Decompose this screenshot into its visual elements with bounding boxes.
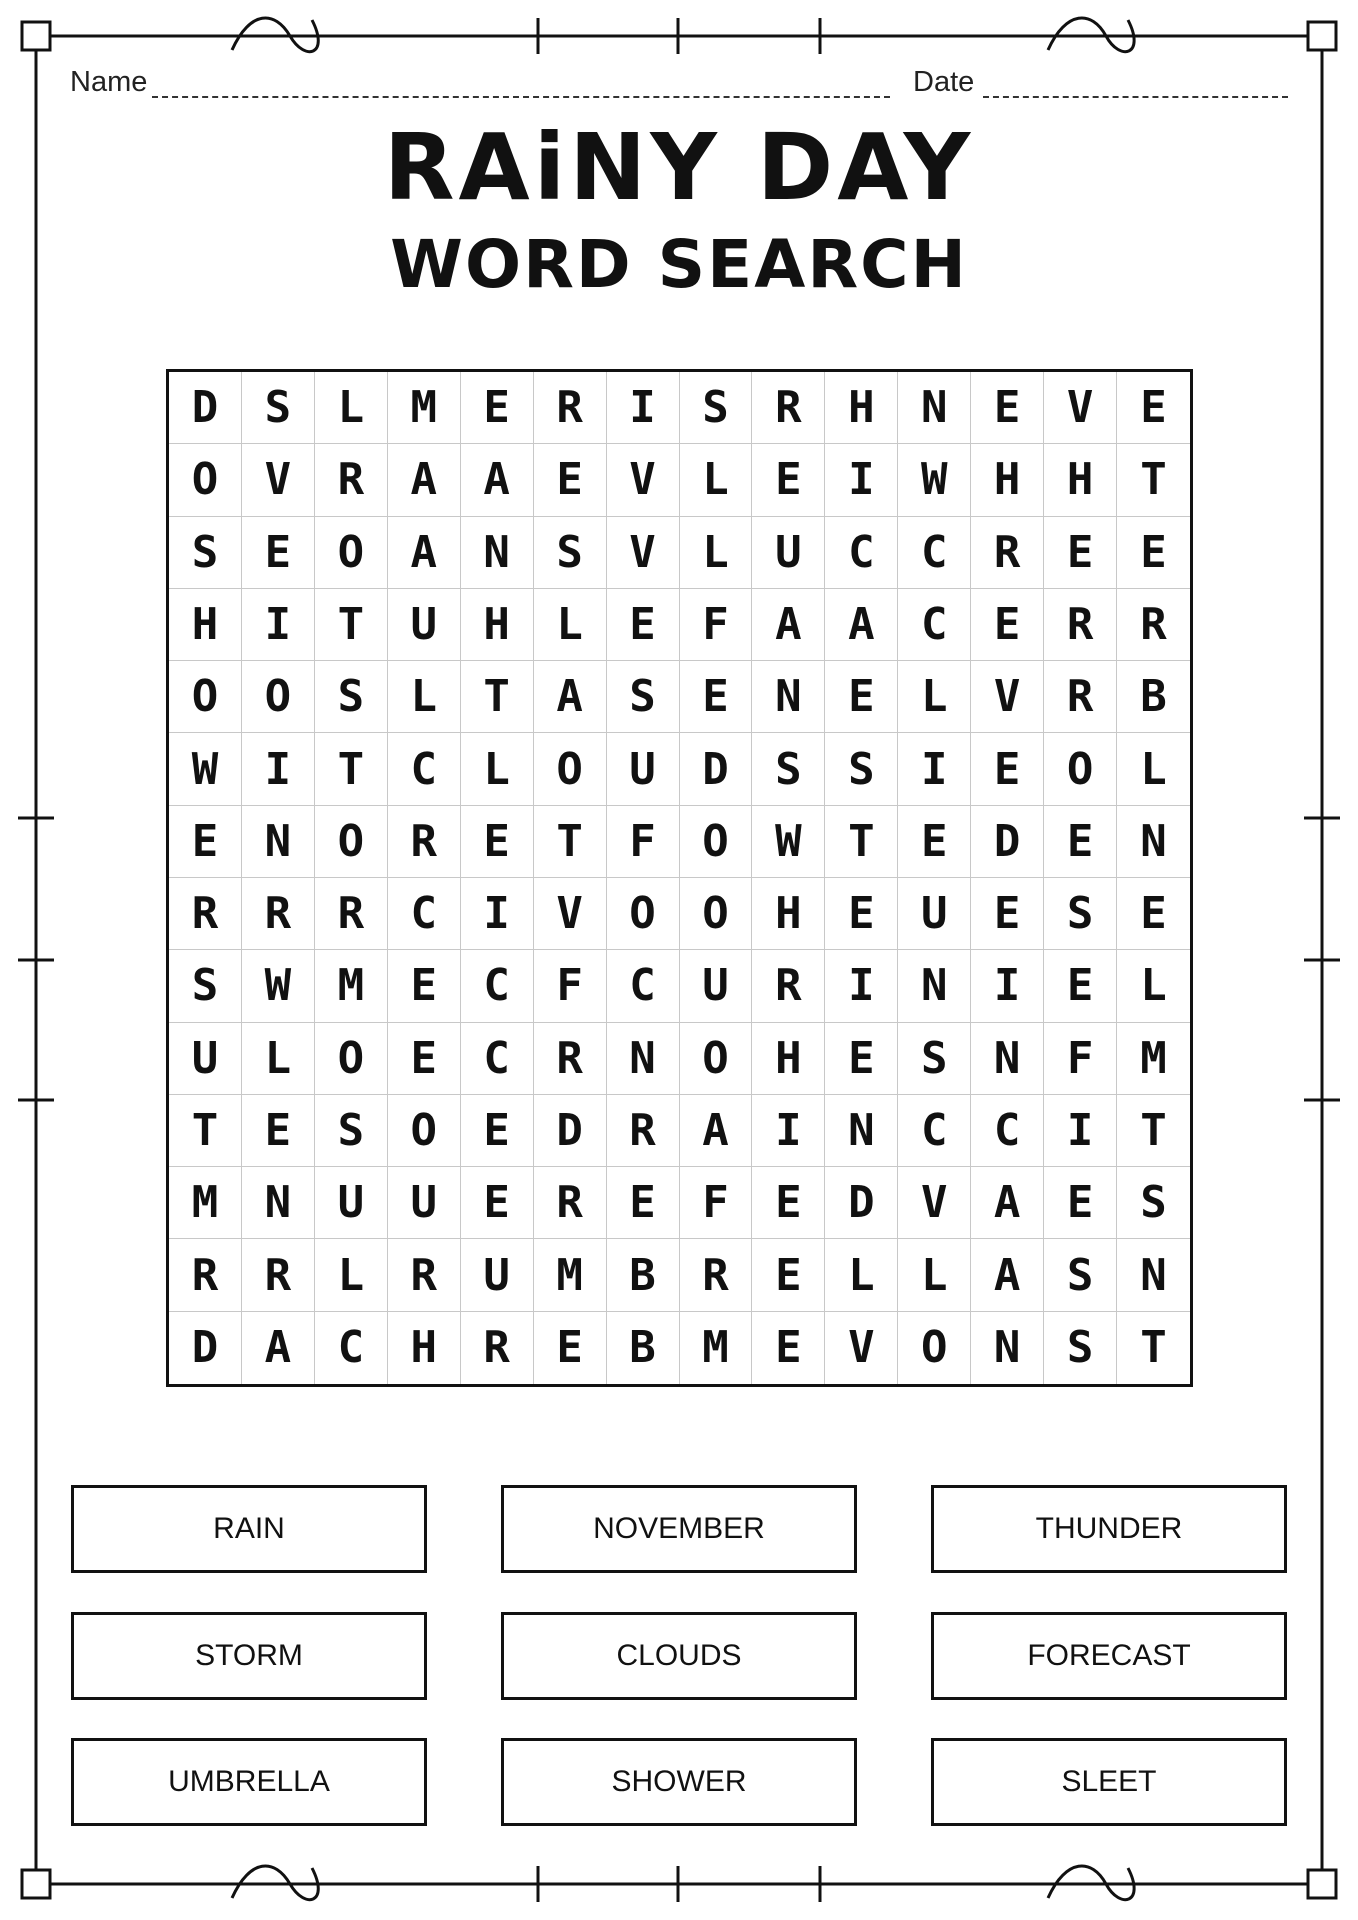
grid-cell[interactable]: T — [534, 806, 607, 878]
grid-cell[interactable]: E — [971, 372, 1044, 444]
grid-cell[interactable]: R — [315, 878, 388, 950]
grid-cell[interactable]: L — [315, 1239, 388, 1311]
grid-cell[interactable]: F — [680, 1167, 753, 1239]
grid-cell[interactable]: R — [534, 1023, 607, 1095]
grid-cell[interactable]: R — [534, 372, 607, 444]
grid-cell[interactable]: M — [315, 950, 388, 1022]
grid-cell[interactable]: L — [825, 1239, 898, 1311]
grid-cell[interactable]: I — [1044, 1095, 1117, 1167]
grid-cell[interactable]: F — [534, 950, 607, 1022]
grid-cell[interactable]: E — [825, 661, 898, 733]
grid-cell[interactable]: H — [169, 589, 242, 661]
grid-cell[interactable]: E — [1044, 806, 1117, 878]
grid-cell[interactable]: I — [752, 1095, 825, 1167]
grid-cell[interactable]: I — [242, 589, 315, 661]
grid-cell[interactable]: E — [1117, 878, 1190, 950]
grid-cell[interactable]: B — [607, 1312, 680, 1384]
grid-cell[interactable]: R — [1117, 589, 1190, 661]
grid-cell[interactable]: H — [461, 589, 534, 661]
word-box: CLOUDS — [501, 1612, 857, 1700]
grid-cell[interactable]: H — [388, 1312, 461, 1384]
grid-cell[interactable]: S — [680, 372, 753, 444]
grid-cell[interactable]: L — [898, 661, 971, 733]
grid-cell[interactable]: S — [242, 372, 315, 444]
grid-cell[interactable]: I — [898, 733, 971, 805]
grid-cell[interactable]: U — [752, 517, 825, 589]
grid-cell[interactable]: E — [607, 589, 680, 661]
grid-cell[interactable]: A — [534, 661, 607, 733]
grid-cell[interactable]: U — [898, 878, 971, 950]
grid-cell[interactable]: C — [898, 517, 971, 589]
grid-cell[interactable]: E — [169, 806, 242, 878]
grid-cell[interactable]: O — [315, 1023, 388, 1095]
grid-cell[interactable]: L — [315, 372, 388, 444]
grid-cell[interactable]: C — [898, 1095, 971, 1167]
grid-cell[interactable]: E — [1044, 517, 1117, 589]
grid-cell[interactable]: R — [752, 950, 825, 1022]
grid-cell[interactable]: V — [607, 517, 680, 589]
grid-cell[interactable]: E — [461, 806, 534, 878]
grid-cell[interactable]: A — [388, 444, 461, 516]
grid-cell[interactable]: S — [1044, 878, 1117, 950]
grid-cell[interactable]: V — [607, 444, 680, 516]
grid-cell[interactable]: N — [1117, 806, 1190, 878]
grid-cell[interactable]: R — [388, 1239, 461, 1311]
grid-cell[interactable]: E — [752, 1167, 825, 1239]
grid-cell[interactable]: E — [1117, 372, 1190, 444]
grid-cell[interactable]: V — [534, 878, 607, 950]
grid-cell[interactable]: N — [242, 806, 315, 878]
grid-cell[interactable]: H — [1044, 444, 1117, 516]
grid-cell[interactable]: E — [461, 1095, 534, 1167]
grid-cell[interactable]: R — [242, 1239, 315, 1311]
grid-cell[interactable]: L — [534, 589, 607, 661]
grid-cell[interactable]: O — [388, 1095, 461, 1167]
grid-cell[interactable]: O — [607, 878, 680, 950]
grid-cell[interactable]: N — [971, 1312, 1044, 1384]
grid-cell[interactable]: F — [680, 589, 753, 661]
grid-cell[interactable]: A — [752, 589, 825, 661]
grid-cell[interactable]: E — [971, 878, 1044, 950]
grid-cell[interactable]: E — [461, 1167, 534, 1239]
grid-cell[interactable]: R — [1044, 589, 1117, 661]
grid-cell[interactable]: W — [242, 950, 315, 1022]
grid-cell[interactable]: E — [242, 517, 315, 589]
word-box: UMBRELLA — [71, 1738, 427, 1826]
grid-cell[interactable]: I — [825, 444, 898, 516]
grid-cell[interactable]: E — [607, 1167, 680, 1239]
grid-cell[interactable]: N — [1117, 1239, 1190, 1311]
grid-cell[interactable]: B — [607, 1239, 680, 1311]
grid-cell[interactable]: V — [242, 444, 315, 516]
grid-cell[interactable]: E — [388, 950, 461, 1022]
grid-cell[interactable]: E — [534, 444, 607, 516]
grid-cell[interactable]: H — [971, 444, 1044, 516]
grid-cell[interactable]: R — [388, 806, 461, 878]
name-label: Name — [70, 66, 148, 98]
grid-cell[interactable]: L — [1117, 950, 1190, 1022]
grid-cell[interactable]: E — [752, 444, 825, 516]
word-box: FORECAST — [931, 1612, 1287, 1700]
grid-cell[interactable]: N — [898, 372, 971, 444]
grid-cell[interactable]: R — [169, 878, 242, 950]
grid-cell[interactable]: U — [607, 733, 680, 805]
word-box: THUNDER — [931, 1485, 1287, 1573]
grid-cell[interactable]: D — [680, 733, 753, 805]
grid-cell[interactable]: N — [461, 517, 534, 589]
grid-cell[interactable]: T — [461, 661, 534, 733]
grid-cell[interactable]: R — [607, 1095, 680, 1167]
grid-cell[interactable]: O — [1044, 733, 1117, 805]
grid-cell[interactable]: E — [1117, 517, 1190, 589]
grid-cell[interactable]: L — [388, 661, 461, 733]
date-label: Date — [913, 66, 975, 98]
grid-cell[interactable]: E — [971, 733, 1044, 805]
grid-cell[interactable]: T — [1117, 444, 1190, 516]
grid-cell[interactable]: S — [169, 950, 242, 1022]
grid-cell[interactable]: E — [242, 1095, 315, 1167]
grid-cell[interactable]: S — [1044, 1239, 1117, 1311]
grid-cell[interactable]: C — [315, 1312, 388, 1384]
grid-cell[interactable]: T — [315, 733, 388, 805]
grid-cell[interactable]: A — [971, 1239, 1044, 1311]
grid-cell[interactable]: F — [607, 806, 680, 878]
word-box: NOVEMBER — [501, 1485, 857, 1573]
grid-cell[interactable]: E — [752, 1239, 825, 1311]
grid-cell[interactable]: S — [315, 661, 388, 733]
grid-cell[interactable]: U — [315, 1167, 388, 1239]
grid-cell[interactable]: O — [680, 878, 753, 950]
grid-cell[interactable]: A — [242, 1312, 315, 1384]
grid-cell[interactable]: A — [680, 1095, 753, 1167]
grid-cell[interactable]: O — [534, 733, 607, 805]
grid-cell[interactable]: M — [388, 372, 461, 444]
page-subtitle: WORD SEARCH — [390, 226, 968, 303]
grid-cell[interactable]: D — [971, 806, 1044, 878]
grid-cell[interactable]: N — [898, 950, 971, 1022]
grid-cell[interactable]: N — [607, 1023, 680, 1095]
grid-cell[interactable]: L — [461, 733, 534, 805]
grid-cell[interactable]: S — [534, 517, 607, 589]
grid-cell[interactable]: C — [388, 733, 461, 805]
grid-cell[interactable]: I — [971, 950, 1044, 1022]
grid-cell[interactable]: O — [315, 517, 388, 589]
grid-cell[interactable]: C — [461, 950, 534, 1022]
grid-cell[interactable]: I — [825, 950, 898, 1022]
date-blank-line[interactable] — [983, 96, 1288, 98]
grid-cell[interactable]: S — [898, 1023, 971, 1095]
grid-cell[interactable]: A — [825, 589, 898, 661]
grid-cell[interactable]: O — [680, 806, 753, 878]
grid-cell[interactable]: R — [315, 444, 388, 516]
grid-cell[interactable]: O — [242, 661, 315, 733]
grid-cell[interactable]: O — [169, 661, 242, 733]
grid-cell[interactable]: I — [461, 878, 534, 950]
grid-cell[interactable]: R — [680, 1239, 753, 1311]
grid-cell[interactable]: E — [825, 878, 898, 950]
grid-cell[interactable]: E — [534, 1312, 607, 1384]
grid-cell[interactable]: E — [898, 806, 971, 878]
grid-cell[interactable]: E — [752, 1312, 825, 1384]
grid-cell[interactable]: D — [169, 1312, 242, 1384]
grid-cell[interactable]: T — [1140, 1322, 1167, 1374]
grid-cell[interactable]: S — [315, 1095, 388, 1167]
grid-cell[interactable]: V — [1044, 372, 1117, 444]
grid-cell[interactable]: I — [242, 733, 315, 805]
grid-cell[interactable]: E — [388, 1023, 461, 1095]
grid-cell[interactable]: U — [388, 589, 461, 661]
grid-cell[interactable]: F — [1044, 1023, 1117, 1095]
grid-cell[interactable]: T — [825, 806, 898, 878]
grid-cell[interactable]: O — [169, 444, 242, 516]
grid-cell[interactable]: S — [752, 733, 825, 805]
grid-cell[interactable]: V — [825, 1312, 898, 1384]
name-blank-line[interactable] — [152, 96, 890, 98]
grid-cell[interactable]: S — [169, 517, 242, 589]
grid-cell[interactable]: C — [825, 517, 898, 589]
page-title: RAiNY DAY — [383, 114, 975, 221]
grid-cell[interactable]: T — [315, 589, 388, 661]
grid-cell[interactable]: V — [971, 661, 1044, 733]
grid-cell[interactable]: M — [1117, 1023, 1190, 1095]
grid-cell[interactable]: O — [898, 1312, 971, 1384]
grid-cell[interactable]: N — [752, 661, 825, 733]
grid-cell[interactable]: U — [461, 1239, 534, 1311]
grid-cell[interactable]: C — [388, 878, 461, 950]
grid-cell[interactable]: L — [242, 1023, 315, 1095]
word-box: SLEET — [931, 1738, 1287, 1826]
grid-cell[interactable]: N — [971, 1023, 1044, 1095]
grid-cell[interactable]: C — [898, 589, 971, 661]
grid-cell[interactable]: U — [680, 950, 753, 1022]
grid-cell[interactable]: O — [315, 806, 388, 878]
grid-cell[interactable]: E — [825, 1023, 898, 1095]
grid-cell[interactable]: T — [169, 1095, 242, 1167]
grid-cell[interactable]: S — [1117, 1167, 1190, 1239]
grid-cell[interactable]: N — [825, 1095, 898, 1167]
grid-cell[interactable]: R — [242, 878, 315, 950]
grid-cell[interactable]: R — [534, 1167, 607, 1239]
grid-cell[interactable]: A — [971, 1167, 1044, 1239]
grid-cell[interactable]: C — [971, 1095, 1044, 1167]
grid-cell[interactable]: H — [752, 1023, 825, 1095]
grid-cell[interactable]: D — [825, 1167, 898, 1239]
word-search-grid — [166, 369, 1193, 1387]
word-box: STORM — [71, 1612, 427, 1700]
word-box: SHOWER — [501, 1738, 857, 1826]
grid-cell[interactable]: A — [388, 517, 461, 589]
grid-cell[interactable]: S — [825, 733, 898, 805]
grid-cell[interactable]: R — [461, 1312, 534, 1384]
grid-cell[interactable]: L — [680, 517, 753, 589]
grid-cell[interactable]: R — [169, 1239, 242, 1311]
grid-cell[interactable]: S — [607, 661, 680, 733]
grid-cell[interactable]: E — [461, 372, 534, 444]
grid-cell[interactable]: C — [607, 950, 680, 1022]
grid-cell[interactable]: D — [169, 372, 242, 444]
grid-cell[interactable]: N — [242, 1167, 315, 1239]
grid-cell[interactable]: H — [825, 372, 898, 444]
grid-cell[interactable]: W — [898, 444, 971, 516]
grid-cell[interactable]: U — [388, 1167, 461, 1239]
grid-cell[interactable]: C — [461, 1023, 534, 1095]
grid-cell[interactable]: R — [971, 517, 1044, 589]
grid-cell[interactable]: R — [752, 372, 825, 444]
grid-cell[interactable]: E — [971, 589, 1044, 661]
grid-cell[interactable]: W — [752, 806, 825, 878]
grid-cell[interactable]: E — [680, 661, 753, 733]
grid-cell[interactable]: I — [607, 372, 680, 444]
grid-cell[interactable]: L — [680, 444, 753, 516]
grid-cell[interactable]: L — [898, 1239, 971, 1311]
grid-cell[interactable]: B — [1117, 661, 1190, 733]
grid-cell[interactable]: D — [534, 1095, 607, 1167]
grid-cell[interactable]: L — [1117, 733, 1190, 805]
grid-cell[interactable]: S — [1044, 1312, 1117, 1384]
word-box: RAIN — [71, 1485, 427, 1573]
grid-cell[interactable]: V — [898, 1167, 971, 1239]
grid-cell[interactable]: M — [680, 1312, 753, 1384]
grid-cell[interactable]: M — [169, 1167, 242, 1239]
grid-cell[interactable]: M — [534, 1239, 607, 1311]
grid-cell[interactable]: R — [1044, 661, 1117, 733]
grid-cell[interactable]: A — [461, 444, 534, 516]
grid-cell[interactable]: E — [1044, 1167, 1117, 1239]
grid-cell[interactable]: U — [169, 1023, 242, 1095]
grid-cell[interactable]: H — [752, 878, 825, 950]
grid-cell[interactable]: W — [169, 733, 242, 805]
grid-cell[interactable]: T — [1117, 1095, 1190, 1167]
grid-cell[interactable]: O — [680, 1023, 753, 1095]
grid-cell[interactable]: E — [1044, 950, 1117, 1022]
